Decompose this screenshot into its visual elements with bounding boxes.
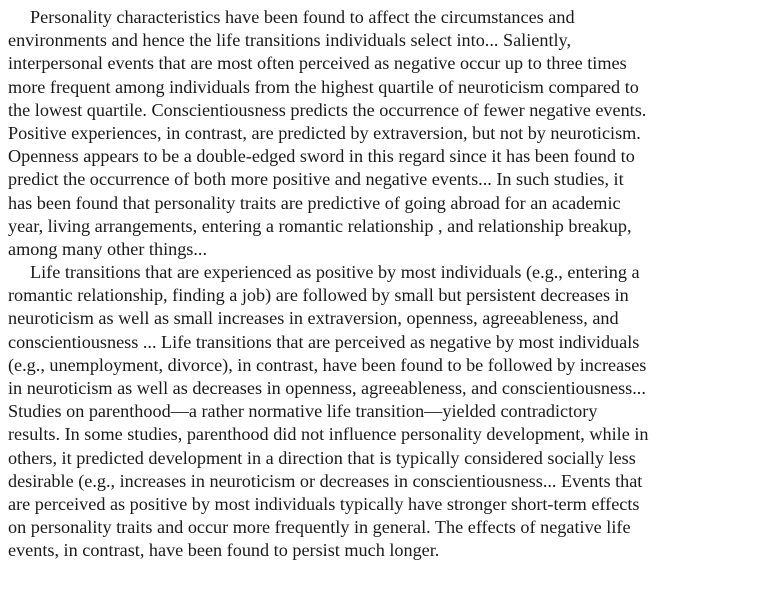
paragraph-2 xyxy=(0,261,774,562)
text-line: interpersonal events that are most often perceived as negative occur up to three times xyxy=(8,53,627,74)
text-line: has been found that personality traits are predictive of going abroad for an academic xyxy=(8,192,621,213)
text-line: romantic relationship, finding a job) are followed by small but persistent decreases in xyxy=(8,285,629,306)
text-line: others, it predicted development in a direction that is typically considered socially less xyxy=(8,447,636,468)
text-line: Studies on parenthood—a rather normative life transition—yielded contradictory xyxy=(8,401,598,422)
text-line: among many other things... xyxy=(8,238,208,259)
text-line: environments and hence the life transitions individuals select into... Saliently, xyxy=(8,30,572,51)
text-line: on personality traits and occur more frequently in general. The effects of negative life xyxy=(8,517,631,538)
text-line: predict the occurrence of both more positive and negative events... In such studies, it xyxy=(8,169,624,190)
text-line: neuroticism as well as small increases in extraversion, openness, agreeableness, and xyxy=(8,308,619,329)
text-line: year, living arrangements, entering a romantic relationship , and relationship breakup, xyxy=(8,215,632,236)
text-line: results. In some studies, parenthood did not influence personality development, while in xyxy=(8,424,649,445)
text-line: Positive experiences, in contrast, are predicted by extraversion, but not by neuroticism. xyxy=(8,122,641,143)
text-line: more frequent among individuals from the highest quartile of neuroticism compared to xyxy=(8,76,639,97)
text-line: events, in contrast, have been found to persist much longer. xyxy=(8,540,440,561)
text-line: Openness appears to be a double-edged sword in this regard since it has been found to xyxy=(8,146,635,167)
text-line: Life transitions that are experienced as positive by most individuals (e.g., entering a xyxy=(30,262,640,283)
text-line: in neuroticism as well as decreases in openness, agreeableness, and conscientiousness... xyxy=(8,378,646,398)
text-line: Personality characteristics have been found to affect the circumstances and xyxy=(30,7,575,27)
text-line: are perceived as positive by most individuals typically have stronger short-term effects xyxy=(8,493,640,514)
text-line: (e.g., unemployment, divorce), in contrast, have been found to be followed by increases xyxy=(8,354,647,375)
text-line: conscientiousness ... Life transitions that are perceived as negative by most individuals xyxy=(8,331,640,352)
paragraph-1 xyxy=(0,0,774,261)
text-line: the lowest quartile. Conscientiousness predicts the occurrence of fewer negative events. xyxy=(8,99,647,120)
text-line: desirable (e.g., increases in neuroticism or decreases in conscientiousness... Events that xyxy=(8,470,643,491)
